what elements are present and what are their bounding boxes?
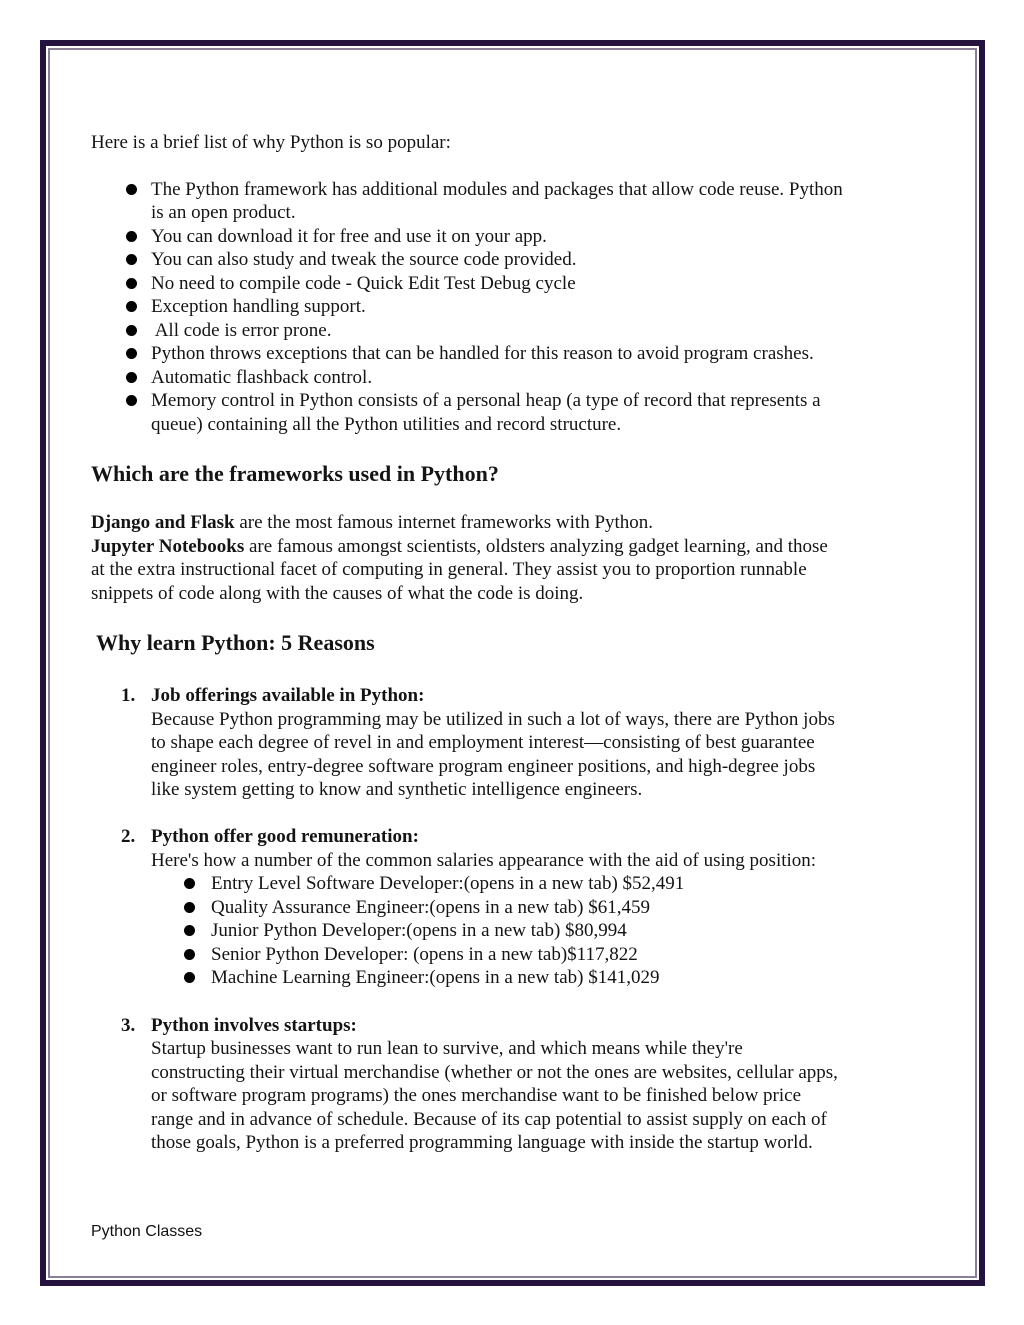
reason-text-line: those goals, Python is a preferred programming language with inside the startup world.	[151, 1132, 813, 1153]
reason-number: 3.	[121, 1015, 136, 1036]
salary-item: Quality Assurance Engineer:(opens in a new tab) $61,459	[211, 897, 650, 918]
reason-title: Python involves startups:	[151, 1015, 357, 1036]
page-footer: Python Classes	[91, 1223, 203, 1240]
reasons-heading: Why learn Python: 5 Reasons	[96, 630, 375, 655]
list-item-continuation: is an open product.	[151, 202, 296, 223]
bullet-icon	[184, 972, 195, 983]
frameworks-paragraph-line: snippets of code along with the causes of what the code is doing.	[91, 583, 584, 604]
intro-paragraph: Here is a brief list of why Python is so popular:	[91, 132, 451, 153]
reason-text-line: constructing their virtual merchandise (whether or not the ones are websites, cellular apps,	[151, 1062, 838, 1083]
bullet-icon	[126, 278, 137, 289]
django-flask-label: Django and Flask	[91, 512, 235, 533]
reason-text-line: or software program programs) the ones merchandise want to be finished below price	[151, 1085, 802, 1106]
frameworks-paragraph-jupyter	[91, 535, 828, 558]
reason-text-line: Here's how a number of the common salaries appearance with the aid of using position:	[151, 850, 817, 871]
list-item: You can also study and tweak the source code provided.	[151, 249, 577, 270]
list-item: Memory control in Python consists of a personal heap (a type of record that represents a	[151, 390, 821, 411]
bullet-icon	[126, 395, 137, 406]
bullet-icon	[126, 301, 137, 312]
jupyter-label: Jupyter Notebooks	[91, 536, 245, 557]
reason-text-line: engineer roles, entry-degree software program engineer positions, and high-degree jobs	[151, 756, 816, 777]
bullet-icon	[126, 348, 137, 359]
list-item: You can download it for free and use it on your app.	[151, 226, 547, 247]
bullet-icon	[126, 254, 137, 265]
frameworks-paragraph-line: at the extra instructional facet of computing in general. They assist you to proportion runnable	[91, 559, 807, 580]
list-item: Automatic flashback control.	[151, 367, 373, 388]
reason-text-line: to shape each degree of revel in and employment interest—consisting of best guarantee	[151, 732, 815, 753]
reason-title: Python offer good remuneration:	[151, 826, 419, 847]
reason-text-line: Because Python programming may be utilized in such a lot of ways, there are Python jobs	[151, 709, 835, 730]
list-item: The Python framework has additional modules and packages that allow code reuse. Python	[151, 179, 843, 200]
django-flask-text: are the most famous internet frameworks with Python.	[234, 512, 654, 533]
reason-title: Job offerings available in Python:	[151, 685, 425, 706]
salary-item: Entry Level Software Developer:(opens in a new tab) $52,491	[211, 873, 685, 894]
bullet-icon	[184, 925, 195, 936]
frameworks-heading: Which are the frameworks used in Python?	[91, 461, 499, 486]
list-item-continuation: queue) containing all the Python utilities and record structure.	[151, 414, 622, 435]
reason-text-line: like system getting to know and synthetic intelligence engineers.	[151, 779, 643, 800]
jupyter-text: are famous amongst scientists, oldsters analyzing gadget learning, and those	[244, 536, 828, 557]
bullet-icon	[126, 231, 137, 242]
bullet-icon	[126, 325, 137, 336]
salary-item: Senior Python Developer: (opens in a new tab)$117,822	[211, 944, 638, 965]
reason-number: 2.	[121, 826, 136, 847]
list-item: No need to compile code - Quick Edit Test Debug cycle	[151, 273, 576, 294]
reason-text-line: Startup businesses want to run lean to survive, and which means while they're	[151, 1038, 743, 1059]
bullet-icon	[184, 878, 195, 889]
list-item: Exception handling support.	[151, 296, 366, 317]
salary-item: Machine Learning Engineer:(opens in a new tab) $141,029	[211, 967, 660, 988]
bullet-icon	[126, 184, 137, 195]
frameworks-paragraph-django	[91, 511, 653, 534]
bullet-icon	[126, 372, 137, 383]
salary-item: Junior Python Developer:(opens in a new tab) $80,994	[211, 920, 627, 941]
reason-text-line: range and in advance of schedule. Because of its cap potential to assist supply on each of	[151, 1109, 827, 1130]
list-item: All code is error prone.	[151, 320, 332, 341]
bullet-icon	[184, 902, 195, 913]
reason-number: 1.	[121, 685, 136, 706]
bullet-icon	[184, 949, 195, 960]
list-item: Python throws exceptions that can be handled for this reason to avoid program crashes.	[151, 343, 814, 364]
